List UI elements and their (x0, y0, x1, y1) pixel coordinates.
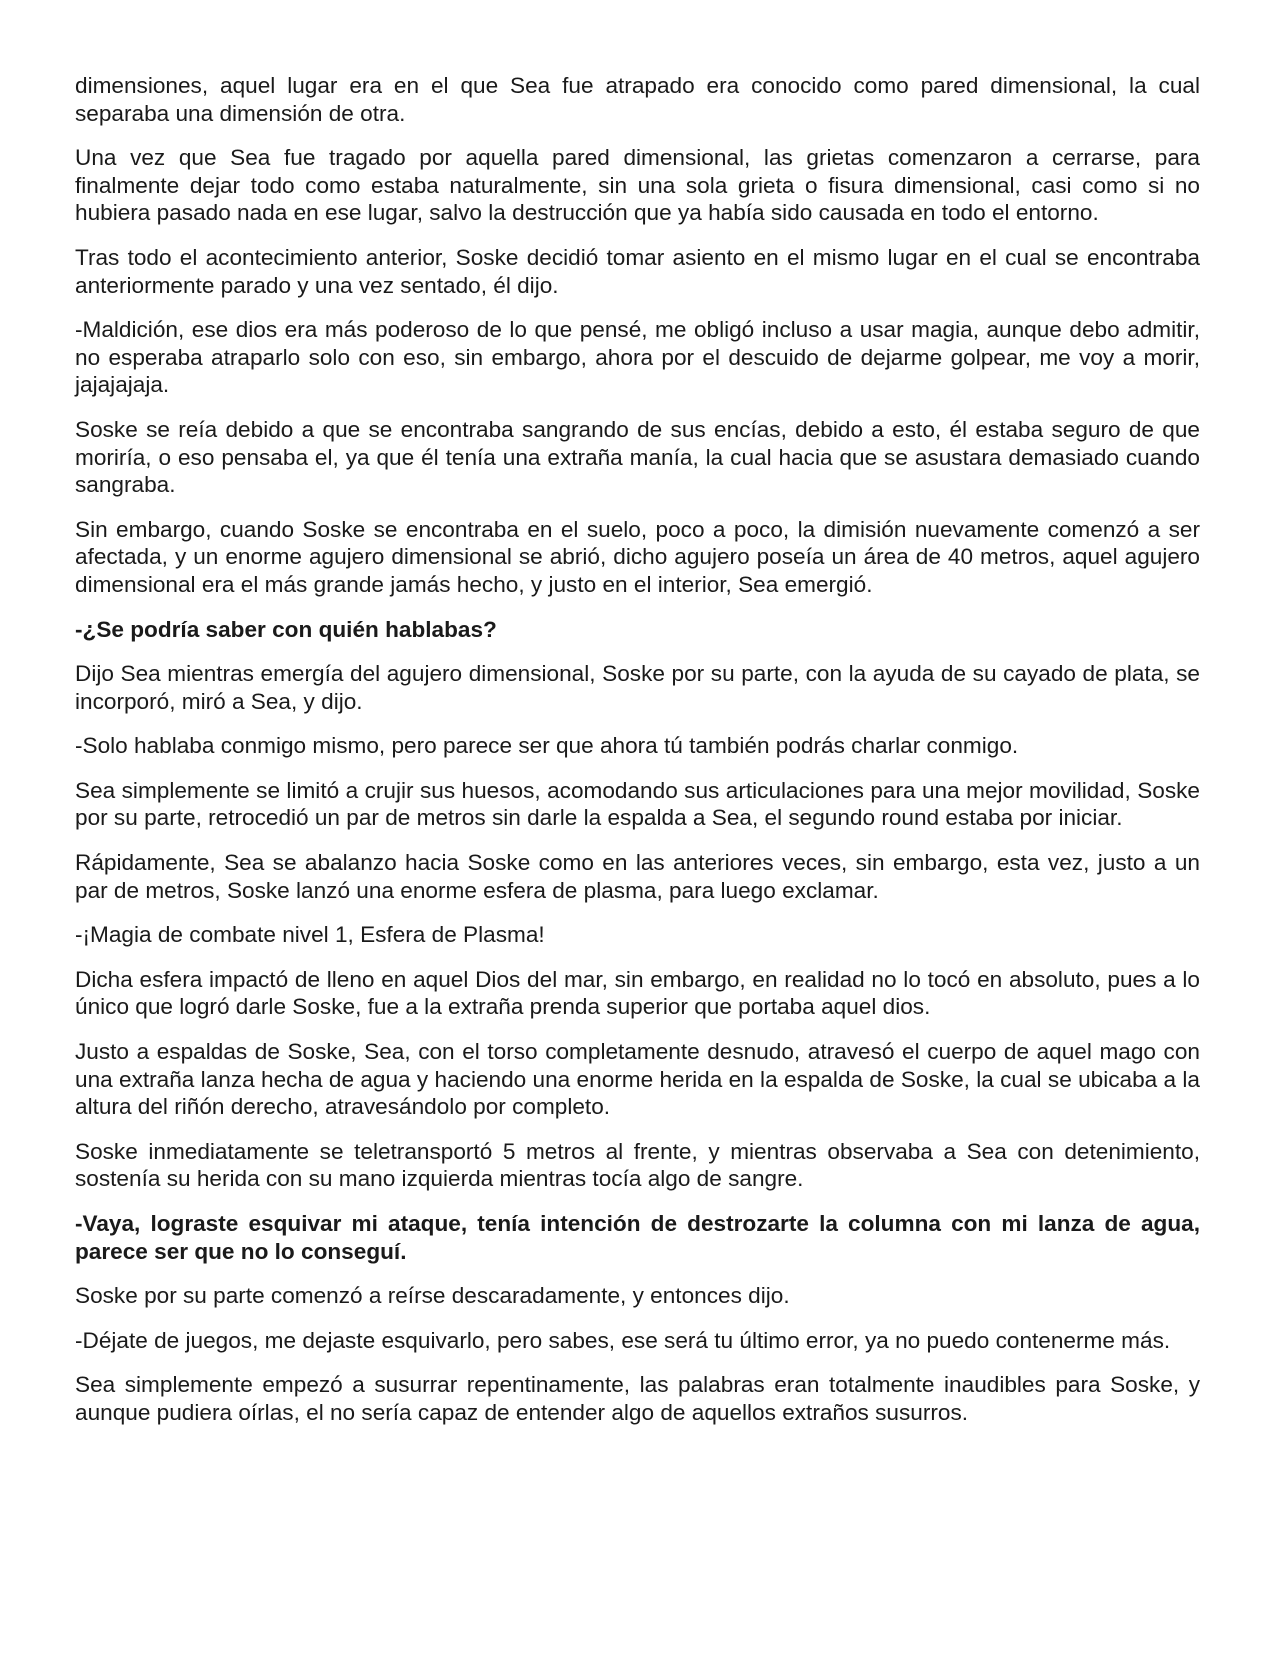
paragraph: Dijo Sea mientras emergía del agujero dimensional, Soske por su parte, con la ayuda de su cayado de plata, se incorporó, miró a Sea, y dijo. (75, 661, 1200, 714)
paragraph: Rápidamente, Sea se abalanzo hacia Soske como en las anteriores veces, sin embargo, esta vez, justo a un par de metros, Soske lanzó una enorme esfera de plasma, para luego exclamar. (75, 850, 1200, 903)
paragraph: -Maldición, ese dios era más poderoso de lo que pensé, me obligó incluso a usar magia, aunque debo admitir, no esperaba atraparlo solo con eso, sin embargo, ahora por el descuido de dejarme golpear, me voy a morir, jajajajaja. (75, 317, 1200, 398)
paragraph: -Solo hablaba conmigo mismo, pero parece ser que ahora tú también podrás charlar conmigo. (75, 733, 1019, 759)
paragraph: Sin embargo, cuando Soske se encontraba en el suelo, poco a poco, la dimisión nuevamente comenzó a ser afectada, y un enorme agujero dimensional se abrió, dicho agujero poseía un área de 40 metros, aquel agujero dimensional era el más grande jamás hecho, y justo en el interior, Sea emergió. (75, 516, 1200, 597)
paragraph: Tras todo el acontecimiento anterior, Soske decidió tomar asiento en el mismo lugar en el cual se encontraba anteriormente parado y una vez sentado, él dijo. (75, 244, 1200, 298)
paragraph: Soske inmediatamente se teletransportó 5 metros al frente, y mientras observaba a Sea con detenimiento, sostenía su herida con su mano izquierda mientras tocía algo de sangre. (75, 1138, 1200, 1192)
paragraph: Sea simplemente empezó a susurrar repentinamente, las palabras eran totalmente inaudibles para Soske, y aunque pudiera oírlas, el no sería capaz de entender algo de aquellos extraños susurros. (75, 1372, 1200, 1425)
paragraph: -Déjate de juegos, me dejaste esquivarlo, pero sabes, ese será tu último error, ya no puedo contenerme más. (75, 1327, 1171, 1353)
paragraph: Una vez que Sea fue tragado por aquella pared dimensional, las grietas comenzaron a cerrarse, para finalmente dejar todo como estaba naturalmente, sin una sola grieta o fisura dimensional, casi como si no hubiera pasado nada en ese lugar, salvo la destrucción que ya había sido causada en todo el entorno. (75, 145, 1200, 226)
paragraph: Justo a espaldas de Soske, Sea, con el torso completamente desnudo, atravesó el cuerpo de aquel mago con una extraña lanza hecha de agua y haciendo una enorme herida en la espalda de Soske, la cual se ubicaba a la altura del riñón derecho, atravesándolo por completo. (75, 1039, 1200, 1120)
document-page (75, 72, 1200, 1444)
dialogue-bold: -¿Se podría saber con quién hablabas? (75, 616, 497, 642)
paragraph: dimensiones, aquel lugar era en el que Sea fue atrapado era conocido como pared dimensional, la cual separaba una dimensión de otra. (75, 73, 1200, 126)
dialogue-bold: -Vaya, lograste esquivar mi ataque, tenía intención de destrozarte la columna con mi lanza de agua, parece ser que no lo conseguí. (75, 1211, 1200, 1264)
paragraph: Sea simplemente se limitó a crujir sus huesos, acomodando sus articulaciones para una mejor movilidad, Soske por su parte, retrocedió un par de metros sin darle la espalda a Sea, el segundo round estaba por iniciar. (75, 777, 1200, 831)
paragraph: -¡Magia de combate nivel 1, Esfera de Plasma! (75, 922, 545, 948)
paragraph: Soske por su parte comenzó a reírse descaradamente, y entonces dijo. (75, 1283, 790, 1309)
paragraph: Soske se reía debido a que se encontraba sangrando de sus encías, debido a esto, él estaba seguro de que moriría, o eso pensaba el, ya que él tenía una extraña manía, la cual hacia que se asustara demasiado cuando sangraba. (75, 416, 1200, 498)
paragraph: Dicha esfera impactó de lleno en aquel Dios del mar, sin embargo, en realidad no lo tocó en absoluto, pues a lo único que logró darle Soske, fue a la extraña prenda superior que portaba aquel dios. (75, 966, 1200, 1020)
